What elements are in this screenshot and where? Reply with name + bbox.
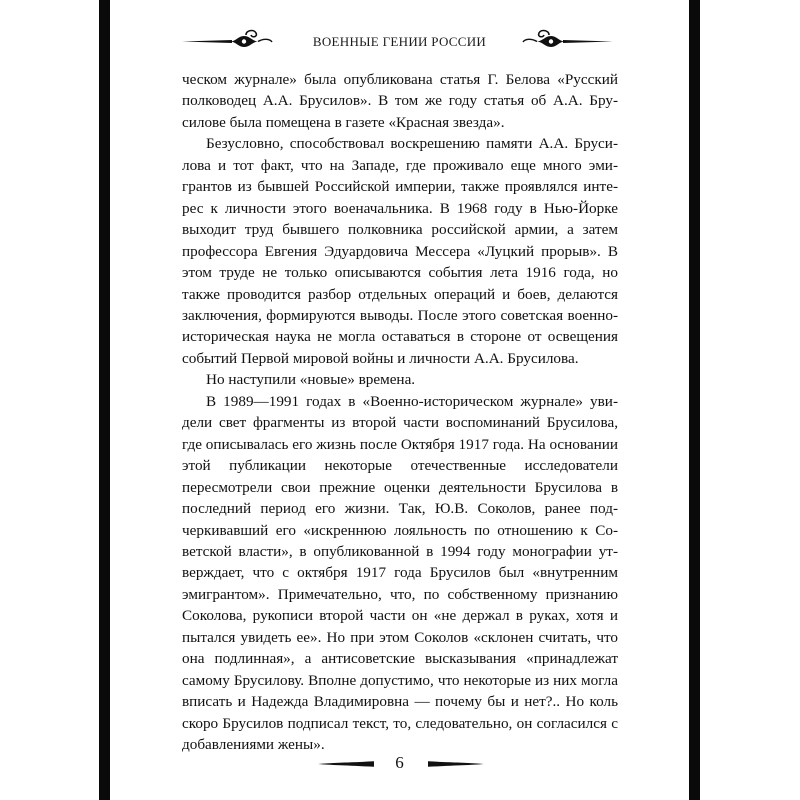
running-header	[110, 28, 689, 58]
paragraph-3: Но наступили «новые» времена.	[206, 371, 416, 389]
page-number: 6	[395, 753, 404, 772]
scroll-ornament-right-icon	[515, 28, 615, 50]
paragraph-4: В 1989—1991 годах в «Военно-историческом журнале» увидели свет фрагменты из второй части воспоминаний Брусилова, где описывалась его жизнь после Октября 1917 года. На основании этой публикации некоторые отечественные исследователи пересмотрели свои прежние оценки деятельности Брусилова в последний период его жизни. Так, Ю.В. Соколов, ранее подчеркивавший его «искреннюю лояльность по отношению к Советской власти», в опубликованной в 1994 году монографии утверждает, что с октября 1917 года Брусилов был «внутренним эмигрантом». Примечательно, что, по собственному признанию Соколова, рукописи второй части он «не держал в руках, хотя и пытался увидеть ее». Но при этом Соколов «склонен считать, что она подлинная», а антисоветские высказывания «принадлежат самому Брусилову. Вполне допустимо, что некоторые из них могла вписать и Надежда Владимировна — почему бы и нет?.. Но коль скоро Брусилов подписал текст, то, следовательно, он согласился с добавлениями жены».	[182, 392, 618, 754]
paragraph-2: Безусловно, способствовал воскрешению памяти А.А. Брусилова и тот факт, что на Западе, где проживало еще много эмигрантов из бывшей Российской империи, также проявлялся интерес к личности этого военачальника. В 1968 году в Нью-Йорке выходит труд бывшего полковника российской армии, а затем профессора Евгения Эдуардовича Мессера «Луцкий прорыв». В этом труде не только описываются события лета 1916 года, но также проводится разбор отдельных операций и боев, делаются заключения, формируются выводы. После этого советская военно-историческая наука не могла оставаться в стороне от освещения событий Первой мировой войны и личности А.А. Брусилова.	[182, 135, 618, 367]
book-page	[110, 0, 689, 800]
page-footer	[110, 752, 689, 776]
flourish-right-icon	[428, 760, 484, 768]
paragraph-1: ческом журнале» была опубликована статья Г. Белова «Русский полководец А.А. Брусилов». В том же году статья об А.А. Брусилове была помещена в газете «Красная звезда».	[182, 71, 618, 131]
page-edge-left	[99, 0, 110, 800]
body-text	[182, 69, 618, 756]
page-edge-right	[689, 0, 700, 800]
running-header-title: ВОЕННЫЕ ГЕНИИ РОССИИ	[312, 34, 487, 49]
